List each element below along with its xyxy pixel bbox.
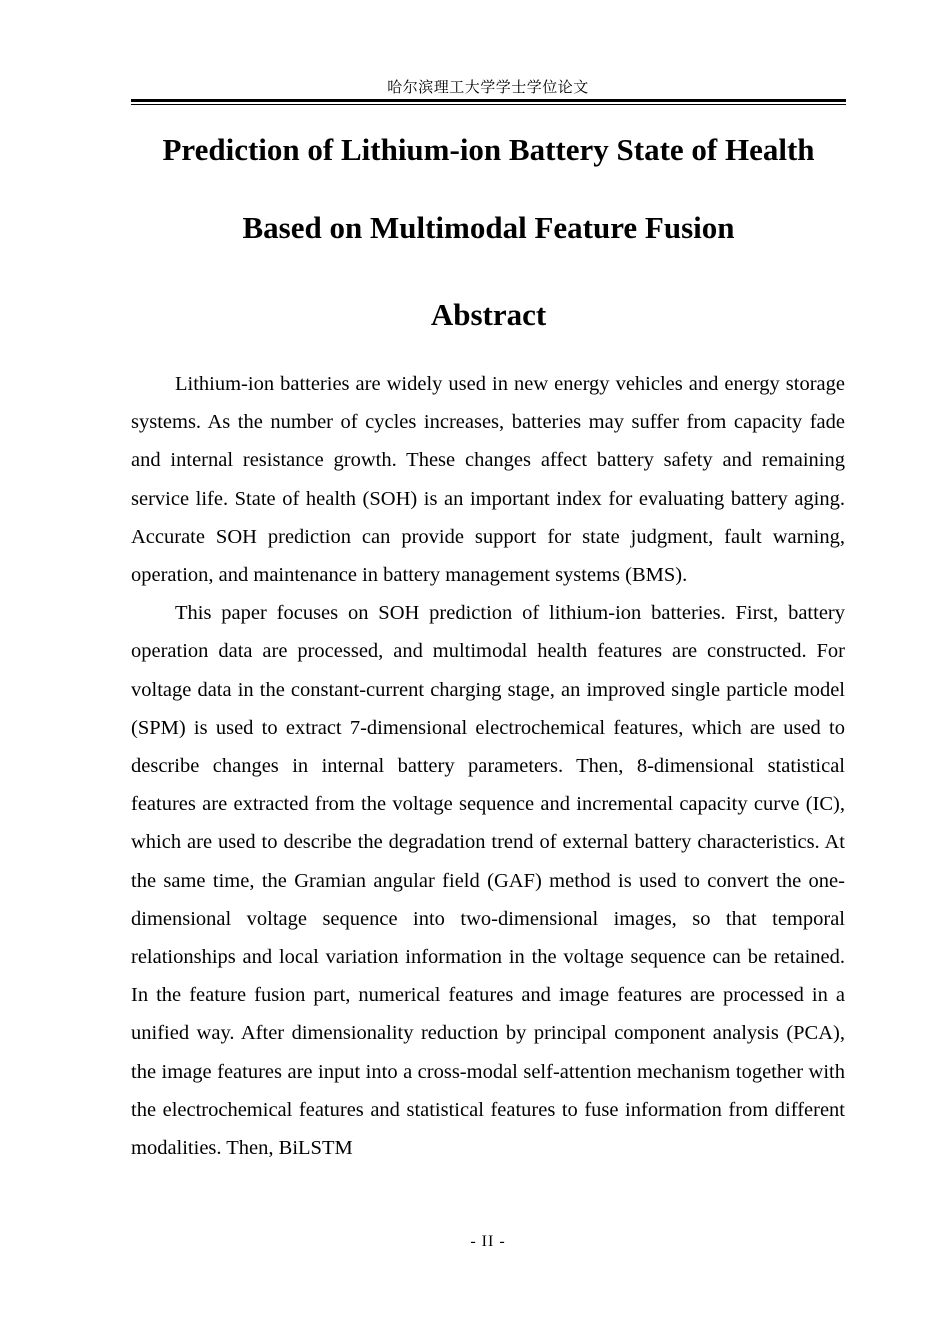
paper-title-line-1: Prediction of Lithium-ion Battery State of Health: [162, 132, 815, 167]
abstract-body: [131, 365, 845, 1167]
paper-title-line-2: Based on Multimodal Feature Fusion: [242, 210, 735, 245]
header-rule-thin: [131, 104, 846, 105]
abstract-paragraph-2: This paper focuses on SOH prediction of lithium-ion batteries. First, battery operation data are processed, and multimodal health features are constructed. For voltage data in the constant-current charging stage, an improved single particle model (SPM) is used to extract 7-dimensional electrochemical features, which are used to describe changes in internal battery parameters. Then, 8-dimensional statistical features are extracted from the voltage sequence and incremental capacity curve (IC), which are used to describe the degradation trend of external battery characteristics. At the same time, the Gramian angular field (GAF) method is used to convert the one-dimensional voltage sequence into two-dimensional images, so that temporal relationships and local variation information in the voltage sequence can be retained. In the feature fusion part, numerical features and image features are processed in a unified way. After dimensionality reduction by principal component analysis (PCA), the image features are input into a cross-modal self-attention mechanism together with the electrochemical features and statistical features to fuse information from different modalities. Then, BiLSTM: [131, 602, 845, 1160]
abstract-paragraph-1: Lithium-ion batteries are widely used in new energy vehicles and energy storage systems. As the number of cycles increases, batteries may suffer from capacity fade and internal resistance growth. These changes affect battery safety and remaining service life. State of health (SOH) is an important index for evaluating battery aging. Accurate SOH prediction can provide support for state judgment, fault warning, operation, and maintenance in battery management systems (BMS).: [131, 373, 845, 587]
running-header: 哈尔滨理工大学学士学位论文: [387, 80, 589, 96]
header-rule-thick: [131, 99, 846, 102]
page-number: - II -: [470, 1233, 506, 1250]
abstract-heading: Abstract: [430, 297, 547, 332]
